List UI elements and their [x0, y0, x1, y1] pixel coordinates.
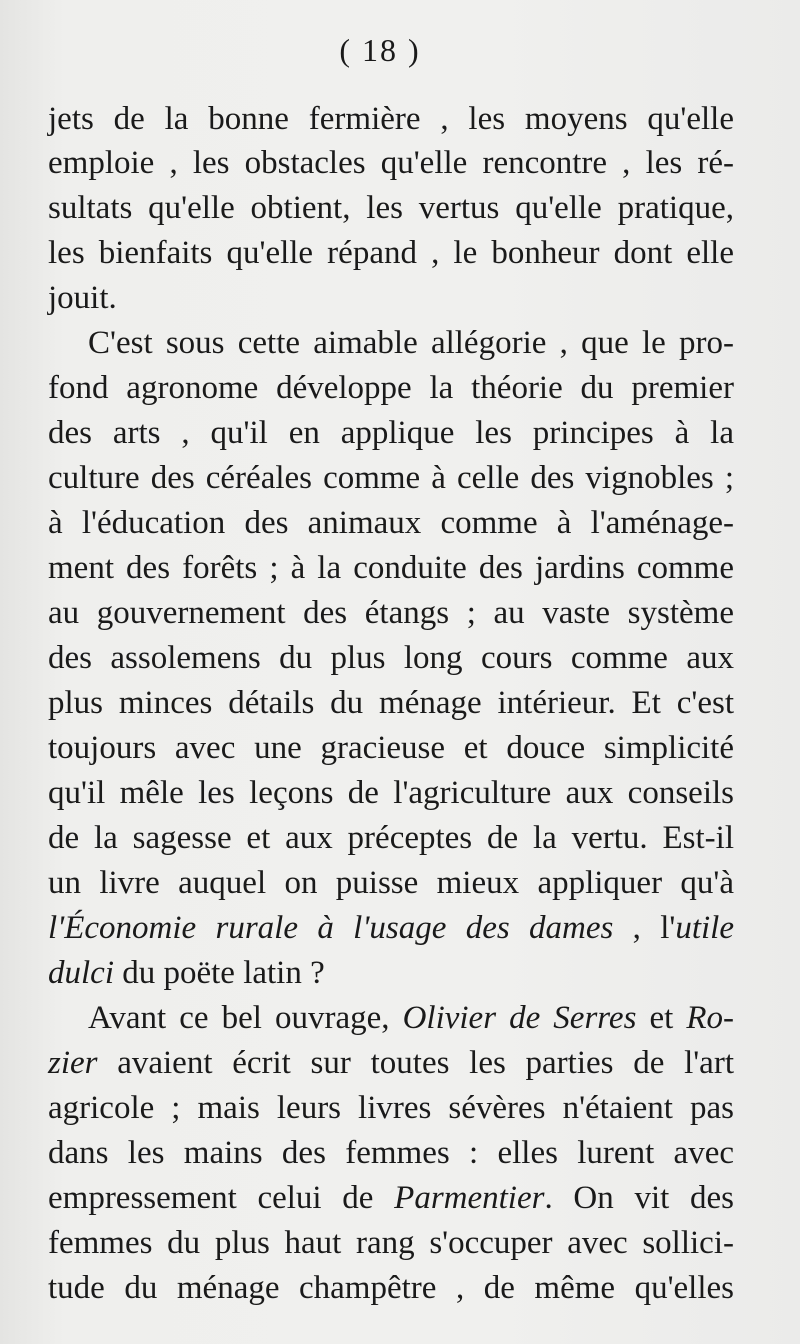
text-line: ment des forêts ; à la conduite des jardins comme	[48, 550, 734, 586]
page-number: ( 18 )	[339, 32, 421, 68]
text-line: jouit.	[48, 280, 117, 316]
text-line: fond agronome développe la théorie du premier	[48, 370, 734, 406]
text-line: jets de la bonne fermière , les moyens qu'elle	[48, 101, 734, 137]
text-line: toujours avec une gracieuse et douce simplicité	[48, 730, 734, 766]
text-line: agricole ; mais leurs livres sévères n'étaient pas	[48, 1090, 734, 1126]
text-line: sultats qu'elle obtient, les vertus qu'elle pratique,	[48, 190, 734, 226]
text-line: emploie , les obstacles qu'elle rencontre , les ré-	[48, 145, 734, 181]
text-line: plus minces détails du ménage intérieur. Et c'est	[48, 685, 734, 721]
text-line: empressement celui de Parmentier. On vit des	[48, 1180, 734, 1216]
text-line: au gouvernement des étangs ; au vaste système	[48, 595, 734, 631]
text-line: culture des céréales comme à celle des vignobles ;	[48, 460, 734, 496]
text-line: qu'il mêle les leçons de l'agriculture aux conseils	[48, 775, 734, 811]
text-line: C'est sous cette aimable allégorie , que le pro-	[88, 325, 734, 361]
text-line: de la sagesse et aux préceptes de la vertu. Est-il	[48, 820, 734, 856]
text-line: tude du ménage champêtre , de même qu'elles	[48, 1270, 734, 1306]
text-line: des arts , qu'il en applique les principes à la	[48, 415, 734, 451]
text-line: l'Économie rurale à l'usage des dames , l'utile	[48, 910, 734, 946]
text-line: des assolemens du plus long cours comme aux	[48, 640, 734, 676]
text-line: dans les mains des femmes : elles lurent avec	[48, 1135, 734, 1171]
text-line: un livre auquel on puisse mieux appliquer qu'à	[48, 865, 734, 901]
text-line: zier avaient écrit sur toutes les parties de l'art	[48, 1045, 734, 1081]
text-line: Avant ce bel ouvrage, Olivier de Serres et Ro-	[88, 1000, 735, 1036]
text-line: les bienfaits qu'elle répand , le bonheur dont elle	[48, 235, 734, 271]
text-line: à l'éducation des animaux comme à l'aménage-	[48, 505, 734, 541]
text-line: dulci du poëte latin ?	[48, 955, 325, 991]
text-line: femmes du plus haut rang s'occuper avec sollici-	[48, 1225, 734, 1261]
